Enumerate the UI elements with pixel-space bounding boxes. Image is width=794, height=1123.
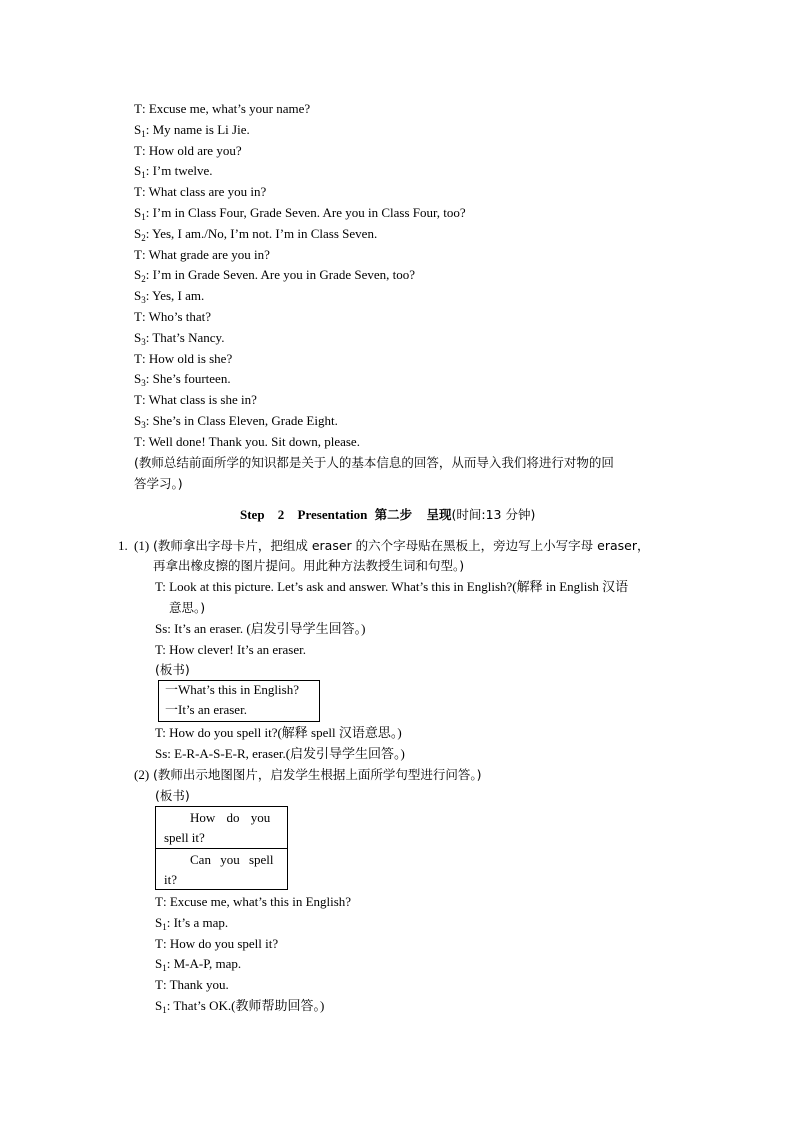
dialogue-line	[134, 413, 338, 429]
dialogue-line	[155, 956, 241, 972]
speaker-subscript: 3	[141, 420, 146, 430]
dialogue-line	[134, 267, 415, 283]
speaker-label: S	[134, 121, 142, 137]
utterance-text: : How old is she?	[141, 350, 233, 366]
utterance-text: : That’s Nancy.	[145, 329, 225, 345]
utterance-text: : What class are you in?	[141, 184, 267, 200]
dialogue-line	[134, 247, 270, 263]
board-label: (板书)	[155, 788, 190, 803]
utterance-text: : I’m in Class Four, Grade Seven. Are you in Class Four, too?	[145, 205, 466, 220]
dialogue-line	[134, 392, 257, 408]
utterance-text: : Well done! Thank you. Sit down, please.	[141, 433, 360, 449]
utterance-text: : What class is she in?	[141, 392, 257, 408]
dialogue-line	[134, 226, 377, 242]
utterance-text: : Excuse me, what’s this in English?	[162, 894, 352, 909]
utterance-text: : What grade are you in?	[141, 246, 270, 262]
board-cell-text: spell it?	[164, 830, 205, 845]
speaker-subscript: 1	[162, 921, 167, 932]
speaker-label: T	[134, 433, 142, 449]
dialogue-line: T: Look at this picture. Let’s ask and answer. What’s this in English?(解释 in English 汉语	[155, 579, 629, 594]
speaker-subscript: 1	[141, 212, 146, 222]
speaker-label: S	[134, 225, 142, 241]
utterance-text: : How old are you?	[141, 142, 242, 158]
board-cell-text: How do you	[190, 810, 271, 825]
board-row: 一It’s an eraser.	[165, 702, 247, 717]
speaker-label: S	[134, 329, 142, 345]
speaker-subscript: 1	[162, 1005, 167, 1015]
step-heading-cn: 第二步 呈现	[374, 507, 452, 522]
speaker-label: S	[134, 163, 142, 179]
dialogue-line	[134, 101, 310, 117]
step-heading	[240, 505, 535, 523]
dialogue-line: T: How clever! It’s an eraser.	[155, 642, 306, 657]
part-label: (1)	[134, 538, 150, 553]
speaker-label: S	[134, 413, 142, 428]
utterance-text: : Yes, I am./No, I’m not. I’m in Class Seven.	[145, 225, 378, 241]
speaker-subscript: 3	[141, 378, 146, 389]
dialogue-line	[134, 184, 266, 200]
dialogue-line	[155, 936, 278, 952]
dialogue-line	[134, 288, 204, 304]
utterance-text: : Excuse me, what’s your name?	[141, 101, 311, 116]
utterance-text: : Thank you.	[162, 977, 229, 993]
speaker-subscript: 1	[162, 963, 167, 974]
speaker-label: S	[134, 371, 142, 387]
board-cell	[156, 807, 287, 849]
board-cell-text: it?	[164, 872, 177, 887]
speaker-subscript: 3	[141, 336, 146, 347]
speaker-label: T	[134, 142, 142, 158]
instruction-line: (教师拿出字母卡片，把组成 eraser 的六个字母贴在黑板上，旁边写上小写字母 eraser，	[153, 538, 650, 553]
dialogue-line	[155, 894, 351, 910]
blackboard-box-1	[158, 680, 320, 722]
step-heading-time: (时间:13 分钟)	[451, 507, 536, 522]
dialogue-line: T: How do you spell it?(解释 spell 汉语意思。)	[155, 725, 402, 740]
dialogue-line: Ss: E-R-A-S-E-R, eraser.(启发引导学生回答。)	[155, 746, 405, 761]
speaker-label: T	[134, 101, 142, 116]
speaker-label: S	[134, 205, 142, 220]
dialogue-line: Ss: It’s an eraser. (启发引导学生回答。)	[155, 621, 366, 636]
instruction-line: (教师出示地图图片，启发学生根据上面所学句型进行问答。)	[153, 767, 482, 782]
board-label: (板书)	[155, 662, 190, 677]
instruction-line: 再拿出橡皮擦的图片提问。用此种方法教授生词和句型。)	[153, 558, 465, 573]
utterance-text: : I’m in Grade Seven. Are you in Grade Seven, too?	[145, 267, 416, 283]
speaker-label: T	[134, 184, 142, 200]
dialogue-line	[155, 998, 324, 1014]
item-number: 1.	[118, 538, 128, 553]
board-row: 一What’s this in English?	[165, 682, 299, 697]
teacher-note-line: (教师总结前面所学的知识都是关于人的基本信息的回答，从而导入我们将进行对物的回	[134, 455, 614, 470]
dialogue-line	[134, 434, 360, 450]
dialogue-line	[134, 205, 466, 221]
speaker-label: S	[155, 956, 163, 972]
dialogue-line	[134, 309, 211, 325]
utterance-text: : My name is Li Jie.	[145, 121, 250, 137]
utterance-text: : That’s OK.(教师帮助回答。)	[166, 998, 325, 1013]
speaker-label: T	[134, 392, 142, 408]
blackboard-box-2	[155, 806, 288, 890]
board-cell	[156, 849, 287, 889]
utterance-text: : She’s fourteen.	[145, 371, 231, 387]
board-cell-text: Can you spell	[190, 852, 274, 867]
dialogue-line	[134, 143, 242, 159]
utterance-text: : It’s a map.	[166, 914, 229, 930]
step-heading-en: Step 2 Presentation	[240, 507, 368, 522]
speaker-label: S	[155, 998, 163, 1013]
speaker-label: T	[134, 246, 142, 262]
dialogue-line	[134, 163, 213, 179]
speaker-label: T	[134, 309, 142, 324]
speaker-label: S	[134, 288, 142, 304]
speaker-subscript: 1	[141, 170, 146, 181]
speaker-label: S	[134, 267, 142, 283]
dialogue-line	[155, 977, 229, 993]
dialogue-line	[134, 371, 231, 387]
speaker-label: T	[155, 935, 163, 951]
utterance-text: : I’m twelve.	[145, 163, 213, 179]
utterance-text: : Who’s that?	[141, 309, 212, 324]
speaker-subscript: 2	[141, 274, 146, 285]
speaker-subscript: 3	[141, 295, 146, 306]
utterance-text: : She’s in Class Eleven, Grade Eight.	[145, 413, 338, 428]
dialogue-line: 意思。)	[169, 600, 206, 615]
utterance-text: : Yes, I am.	[145, 288, 205, 304]
dialogue-line	[155, 915, 228, 931]
dialogue-line	[134, 122, 250, 138]
dialogue-line	[134, 330, 224, 346]
speaker-label: T	[155, 894, 163, 909]
utterance-text: : M-A-P, map.	[166, 956, 242, 972]
speaker-subscript: 2	[141, 232, 146, 243]
dialogue-line	[134, 351, 232, 367]
part-label: (2)	[134, 767, 150, 782]
teacher-note-line: 答学习。)	[134, 476, 183, 491]
speaker-label: T	[134, 350, 142, 366]
utterance-text: : How do you spell it?	[162, 935, 279, 951]
speaker-label: S	[155, 914, 163, 930]
speaker-subscript: 1	[141, 128, 146, 139]
speaker-label: T	[155, 977, 163, 993]
